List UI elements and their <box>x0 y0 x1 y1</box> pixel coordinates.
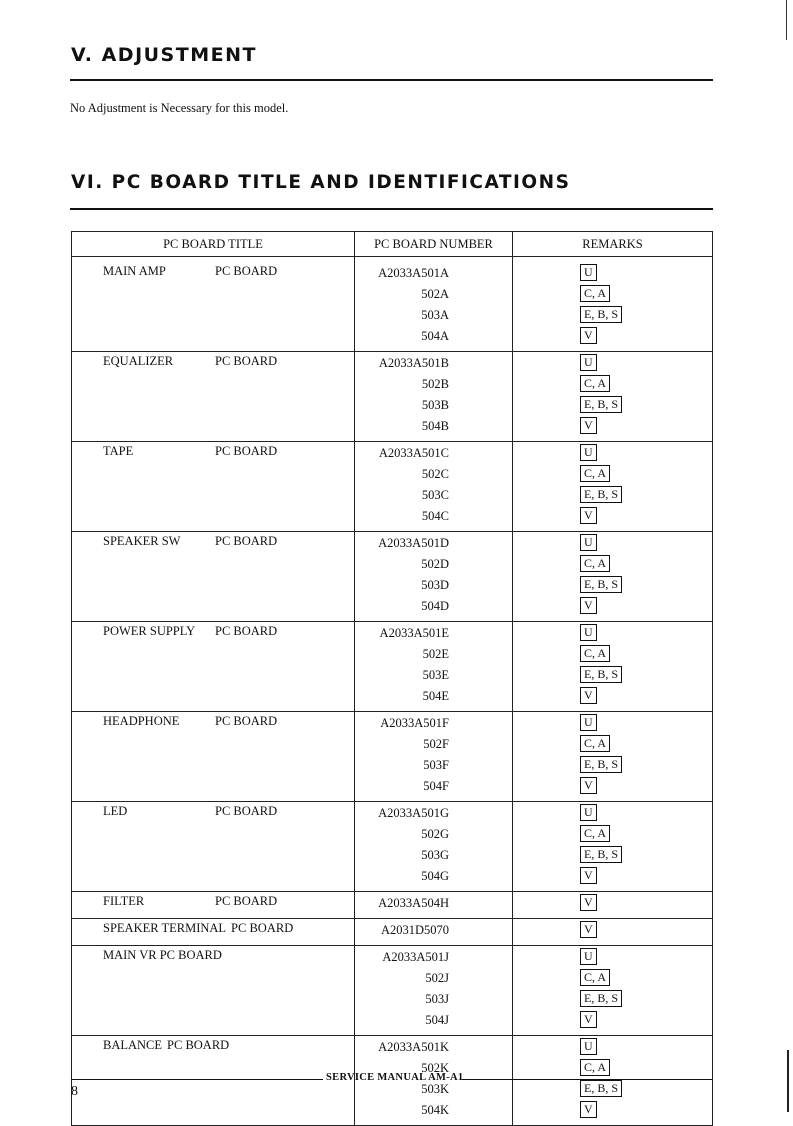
remark-code-box: E, B, S <box>580 576 622 593</box>
remark-code-box: V <box>580 507 597 524</box>
remark-code-box: V <box>580 1011 597 1028</box>
board-title-cell <box>72 892 355 919</box>
board-name: TAPE <box>103 444 134 458</box>
adjustment-note: No Adjustment is Necessary for this model. <box>70 101 289 115</box>
remark-code-box: V <box>580 1101 597 1118</box>
remark-line <box>513 555 712 576</box>
remark-line <box>513 624 712 645</box>
remark-code-box: V <box>580 777 597 794</box>
board-number: 503F <box>423 758 449 772</box>
board-number: A2033A501G <box>378 806 449 820</box>
board-number: 502E <box>422 647 449 661</box>
board-number: A2033A501D <box>378 536 449 550</box>
board-number: 503C <box>421 488 449 502</box>
board-suffix: PC BOARD <box>215 534 278 548</box>
board-name: BALANCE <box>103 1038 163 1052</box>
board-number: 504K <box>421 1103 449 1117</box>
remarks-cell <box>513 712 713 802</box>
remarks-cell <box>513 919 713 946</box>
page-number: 8 <box>71 1084 78 1099</box>
board-name: MAIN AMP <box>103 264 166 278</box>
remark-code-box: V <box>580 894 597 911</box>
board-number-cell <box>355 946 513 1036</box>
section-5-rule <box>70 79 713 81</box>
board-number: 504F <box>423 779 449 793</box>
remarks-cell <box>513 1036 713 1126</box>
table-row <box>72 919 713 946</box>
board-title-cell <box>72 919 355 946</box>
board-number: 504A <box>421 329 449 343</box>
table-row <box>72 712 713 802</box>
board-number: A2033A501J <box>382 950 449 964</box>
board-title-cell <box>72 1036 355 1126</box>
remarks-cell <box>513 892 713 919</box>
board-number: A2033A501F <box>380 716 449 730</box>
board-title-cell <box>72 712 355 802</box>
remark-code-box: C, A <box>580 555 610 572</box>
board-number: 504G <box>421 869 449 883</box>
remark-line <box>513 1101 712 1122</box>
remarks-cell <box>513 442 713 532</box>
board-number: 503A <box>421 308 449 322</box>
remark-code-box: E, B, S <box>580 846 622 863</box>
table-row <box>72 532 713 622</box>
remarks-cell <box>513 622 713 712</box>
board-name: FILTER <box>103 894 145 908</box>
remark-line <box>513 1080 712 1101</box>
board-number: 504C <box>421 509 449 523</box>
remark-code-box: E, B, S <box>580 666 622 683</box>
footer-rule-right <box>462 1079 712 1080</box>
board-number-cell <box>355 622 513 712</box>
board-title-cell <box>72 442 355 532</box>
remark-code-box: C, A <box>580 645 610 662</box>
remark-line <box>513 804 712 825</box>
remark-line <box>513 417 712 438</box>
board-number: 503D <box>421 578 449 592</box>
remarks-cell <box>513 352 713 442</box>
remark-line <box>513 1059 712 1080</box>
board-number: 504D <box>421 599 449 613</box>
remark-line <box>513 846 712 867</box>
remark-line <box>513 756 712 777</box>
remark-line <box>513 285 712 306</box>
board-title-cell <box>72 622 355 712</box>
remark-code-box: U <box>580 1038 597 1055</box>
remark-code-box: E, B, S <box>580 1080 622 1097</box>
board-number-cell <box>355 442 513 532</box>
board-number: A2033A501C <box>378 446 449 460</box>
header-remarks: REMARKS <box>513 232 713 257</box>
remark-line <box>513 645 712 666</box>
remark-line <box>513 396 712 417</box>
board-suffix: PC BOARD <box>215 264 278 278</box>
remark-line <box>513 507 712 528</box>
remark-line <box>513 777 712 798</box>
board-suffix: PC BOARD <box>231 921 294 935</box>
footer-rule-left <box>71 1079 323 1080</box>
remark-line <box>513 1011 712 1032</box>
remark-line <box>513 894 712 915</box>
remark-line <box>513 576 712 597</box>
section-5-title: V. ADJUSTMENT <box>71 44 257 66</box>
board-number: A2033A501K <box>378 1040 449 1054</box>
board-title-cell <box>72 257 355 352</box>
remark-line <box>513 1038 712 1059</box>
board-name: EQUALIZER <box>103 354 174 368</box>
board-suffix: PC BOARD <box>167 1038 230 1052</box>
footer-manual-title: SERVICE MANUAL AM-A1 <box>326 1072 464 1083</box>
remark-code-box: V <box>580 921 597 938</box>
remark-line <box>513 486 712 507</box>
board-number-cell <box>355 892 513 919</box>
remark-line <box>513 825 712 846</box>
remark-code-box: U <box>580 948 597 965</box>
board-number: 504J <box>425 1013 449 1027</box>
remark-line <box>513 444 712 465</box>
board-number: 502C <box>421 467 449 481</box>
board-number: 502A <box>421 287 449 301</box>
table-row <box>72 946 713 1036</box>
board-number: 503B <box>421 398 449 412</box>
remark-line <box>513 534 712 555</box>
section-6-rule <box>70 208 713 210</box>
table-row <box>72 892 713 919</box>
board-number: A2033A501E <box>379 626 449 640</box>
remark-code-box: V <box>580 867 597 884</box>
remark-line <box>513 921 712 942</box>
remark-code-box: U <box>580 354 597 371</box>
board-number: 502K <box>421 1061 449 1075</box>
header-number: PC BOARD NUMBER <box>355 232 513 257</box>
board-number: 503G <box>421 848 449 862</box>
pc-board-table <box>71 231 713 1126</box>
scan-margin-mark <box>786 0 787 40</box>
remark-code-box: U <box>580 624 597 641</box>
remark-line <box>513 465 712 486</box>
board-number: 502F <box>423 737 449 751</box>
board-number-cell <box>355 257 513 352</box>
remark-code-box: V <box>580 327 597 344</box>
remark-line <box>513 264 712 285</box>
board-number: A2033A501B <box>378 356 449 370</box>
remark-code-box: V <box>580 417 597 434</box>
section-6-title: VI. PC BOARD TITLE AND IDENTIFICATIONS <box>71 172 571 193</box>
board-number: 502D <box>421 557 449 571</box>
remark-line <box>513 306 712 327</box>
remark-code-box: E, B, S <box>580 990 622 1007</box>
board-title-cell <box>72 802 355 892</box>
board-title-cell <box>72 532 355 622</box>
remark-line <box>513 375 712 396</box>
board-number-cell <box>355 712 513 802</box>
board-number: 503J <box>425 992 449 1006</box>
remark-code-box: V <box>580 687 597 704</box>
board-number: 502B <box>421 377 449 391</box>
remark-line <box>513 714 712 735</box>
scan-margin-mark <box>787 1050 789 1112</box>
remark-line <box>513 327 712 348</box>
remark-code-box: C, A <box>580 465 610 482</box>
remark-code-box: U <box>580 264 597 281</box>
remark-code-box: C, A <box>580 285 610 302</box>
board-suffix: PC BOARD <box>215 804 278 818</box>
board-name: SPEAKER SW <box>103 534 181 548</box>
table-row <box>72 442 713 532</box>
remark-code-box: C, A <box>580 375 610 392</box>
remark-line <box>513 990 712 1011</box>
table-row <box>72 622 713 712</box>
board-number: 504E <box>422 689 449 703</box>
remark-code-box: C, A <box>580 825 610 842</box>
table-row <box>72 352 713 442</box>
remark-line <box>513 354 712 375</box>
remark-line <box>513 687 712 708</box>
board-suffix: PC BOARD <box>215 444 278 458</box>
remark-line <box>513 666 712 687</box>
remark-code-box: E, B, S <box>580 486 622 503</box>
board-name: MAIN VR PC BOARD <box>103 948 222 962</box>
board-number: 503K <box>421 1082 449 1096</box>
table-body <box>72 257 713 1126</box>
remark-code-box: E, B, S <box>580 396 622 413</box>
table-header-row <box>72 232 713 257</box>
remark-code-box: U <box>580 534 597 551</box>
board-number: 503E <box>422 668 449 682</box>
remark-code-box: U <box>580 444 597 461</box>
board-number: 502J <box>425 971 449 985</box>
board-number-cell <box>355 919 513 946</box>
remarks-cell <box>513 257 713 352</box>
remark-code-box: C, A <box>580 1059 610 1076</box>
remark-code-box: E, B, S <box>580 756 622 773</box>
remarks-cell <box>513 802 713 892</box>
table-row <box>72 257 713 352</box>
remarks-cell <box>513 532 713 622</box>
board-suffix: PC BOARD <box>215 714 278 728</box>
board-name: POWER SUPPLY <box>103 624 196 638</box>
board-suffix: PC BOARD <box>215 624 278 638</box>
board-name: SPEAKER TERMINAL <box>103 921 227 935</box>
board-number-cell <box>355 802 513 892</box>
remark-code-box: V <box>580 597 597 614</box>
board-number-cell <box>355 532 513 622</box>
remark-code-box: C, A <box>580 735 610 752</box>
board-number: 504B <box>421 419 449 433</box>
board-number: A2033A501A <box>378 266 449 280</box>
remark-line <box>513 948 712 969</box>
board-suffix: PC BOARD <box>215 354 278 368</box>
header-title: PC BOARD TITLE <box>72 232 355 257</box>
remark-line <box>513 597 712 618</box>
remark-line <box>513 969 712 990</box>
board-title-cell <box>72 946 355 1036</box>
board-name: HEADPHONE <box>103 714 180 728</box>
remark-code-box: E, B, S <box>580 306 622 323</box>
table-row <box>72 802 713 892</box>
board-number: A2031D5070 <box>380 923 449 937</box>
remark-line <box>513 867 712 888</box>
board-number: A2033A504H <box>378 896 449 910</box>
board-suffix: PC BOARD <box>215 894 278 908</box>
remark-line <box>513 735 712 756</box>
remarks-cell <box>513 946 713 1036</box>
remark-code-box: U <box>580 804 597 821</box>
board-number: 502G <box>421 827 449 841</box>
board-number-cell <box>355 352 513 442</box>
board-title-cell <box>72 352 355 442</box>
remark-code-box: C, A <box>580 969 610 986</box>
remark-code-box: U <box>580 714 597 731</box>
board-name: LED <box>103 804 128 818</box>
